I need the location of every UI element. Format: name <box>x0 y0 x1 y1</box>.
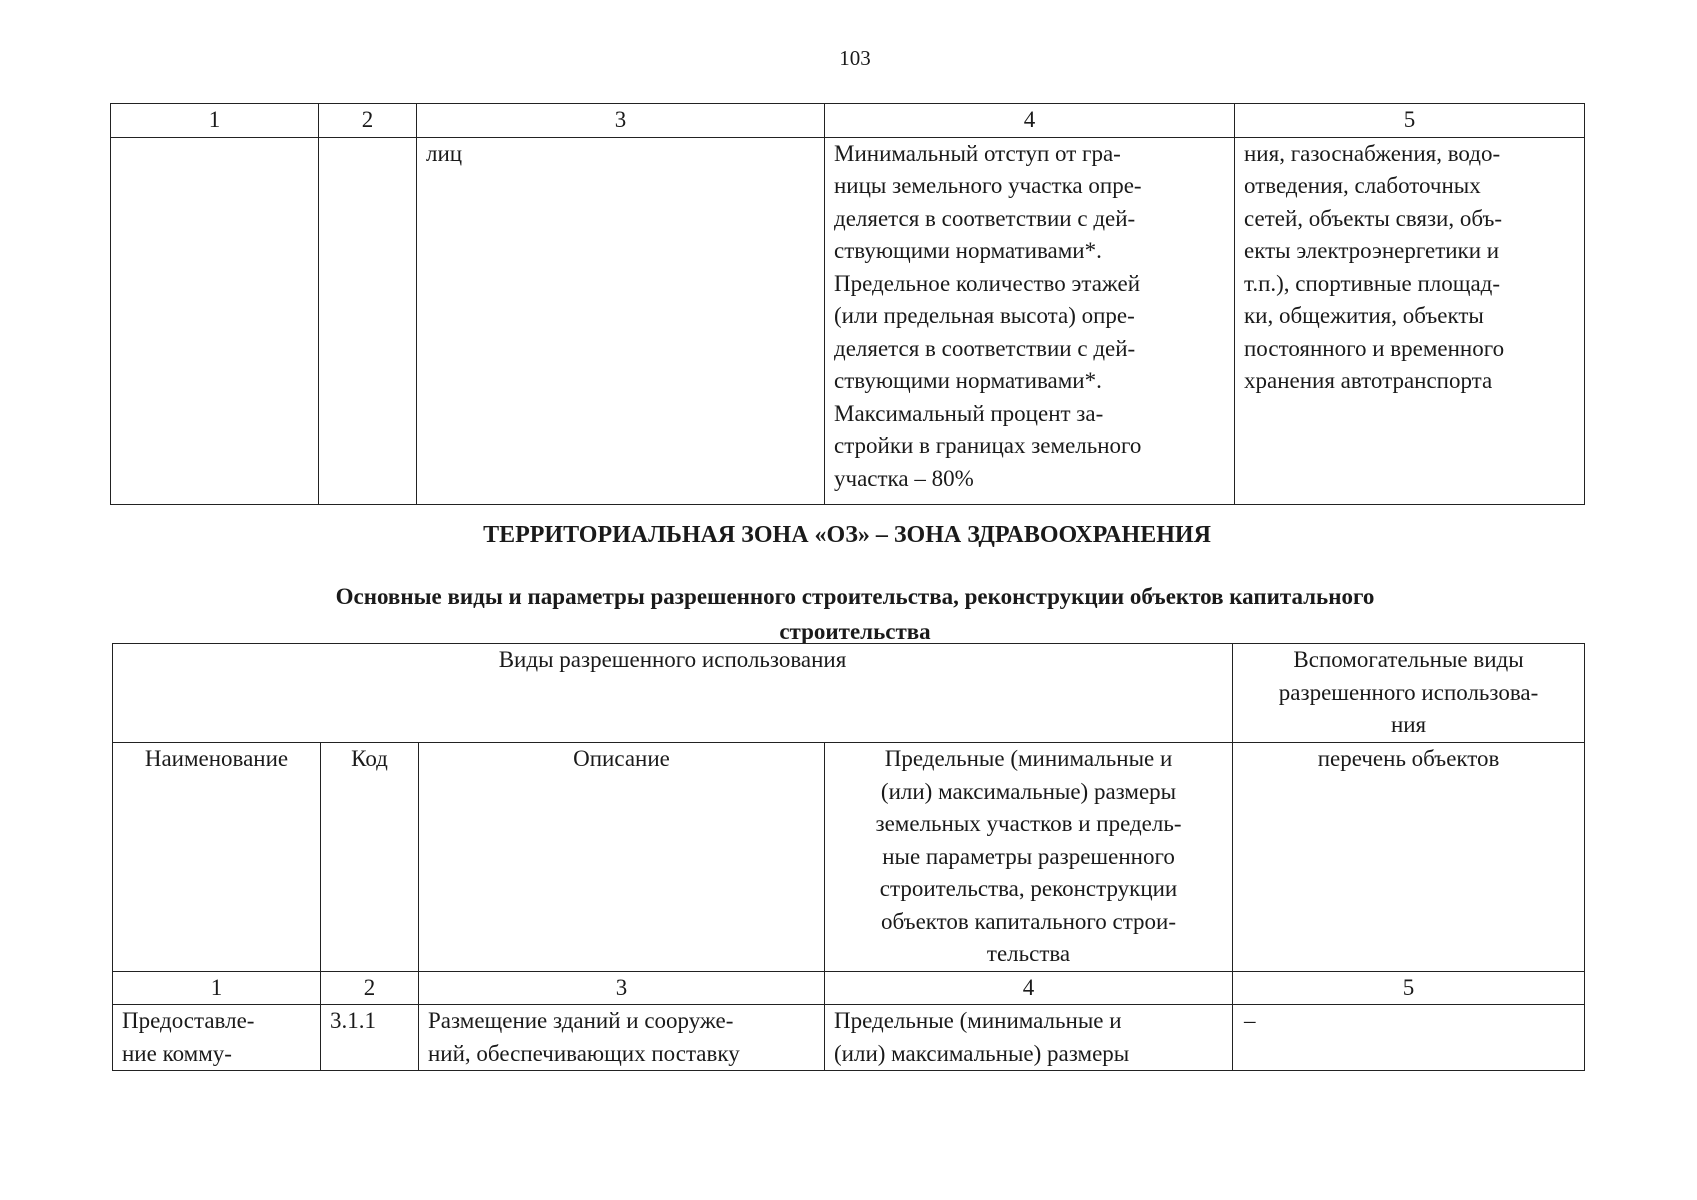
text-line: Предоставле- <box>122 1008 255 1033</box>
text-line: ствующими нормативами*. <box>834 368 1102 393</box>
text-line: деляется в соответствии с дей- <box>834 205 1136 231</box>
cell-name <box>111 137 319 504</box>
column-number-3: 3 <box>417 104 825 138</box>
column-number-2: 2 <box>319 104 417 138</box>
subtitle-line: строительства <box>779 619 931 644</box>
text-line: т.п.), спортивные площад- <box>1244 270 1501 296</box>
subtitle-line: Основные виды и параметры разрешенного строительства, реконструкции объектов капитального <box>335 584 1375 609</box>
text-line: Предельные (минимальные и <box>884 746 1173 771</box>
text-line: отведения, слаботочных <box>1244 173 1481 198</box>
cell-code <box>319 137 417 504</box>
text-line: ные параметры разрешенного <box>882 843 1175 869</box>
column-number-3: 3 <box>419 971 825 1005</box>
column-number-5: 5 <box>1233 971 1585 1005</box>
column-header-limits <box>825 743 1233 972</box>
text-line: Размещение зданий и сооруже- <box>428 1008 734 1033</box>
cell-name <box>113 1005 321 1071</box>
text-line: ницы земельного участка опре- <box>834 173 1142 198</box>
cell-limits <box>825 1005 1233 1071</box>
cell-object-list <box>1233 1005 1585 1071</box>
text-line: Вспомогательные виды <box>1293 647 1524 672</box>
text-line: стройки в границах земельного <box>834 433 1142 458</box>
cell-limits <box>825 137 1235 504</box>
text-line: хранения автотранспорта <box>1244 368 1493 393</box>
section-subtitle <box>210 579 1500 649</box>
table-group-header <box>113 644 1585 743</box>
column-header-description: Описание <box>419 743 825 972</box>
text-line: ки, общежития, объекты <box>1244 303 1484 328</box>
text-line: (или предельная высота) опре- <box>834 303 1135 328</box>
text-line: Предельные (минимальные и <box>834 1008 1122 1033</box>
text-line: постоянного и временного <box>1244 335 1505 361</box>
column-number-4: 4 <box>825 104 1235 138</box>
text-line: (или) максимальные) размеры <box>880 778 1177 804</box>
text-line: ний, обеспечивающих поставку <box>428 1040 740 1066</box>
text-line: ние комму- <box>122 1040 232 1066</box>
text-line: (или) максимальные) размеры <box>834 1040 1130 1066</box>
column-number-1: 1 <box>113 971 321 1005</box>
column-number-2: 2 <box>321 971 419 1005</box>
text-line: Минимальный отступ от гра- <box>834 140 1121 166</box>
text-line: участка – 80% <box>834 465 974 491</box>
text-line: деляется в соответствии с дей- <box>834 335 1136 361</box>
table-row <box>111 137 1585 504</box>
page-number: 103 <box>839 46 871 70</box>
text-line: разрешенного использова- <box>1278 679 1539 705</box>
table-column-headers <box>113 743 1585 972</box>
column-header-name: Наименование <box>113 743 321 972</box>
column-header-code: Код <box>321 743 419 972</box>
text-line: ния <box>1390 712 1427 737</box>
group-header-permitted-uses: Виды разрешенного использования <box>113 644 1233 743</box>
cell-description: лиц <box>417 137 825 504</box>
column-number-1: 1 <box>111 104 319 138</box>
text-line: объектов капитального строи- <box>881 908 1176 934</box>
column-number-4: 4 <box>825 971 1233 1005</box>
text-line: тельства <box>986 941 1071 966</box>
cell-description <box>419 1005 825 1071</box>
column-header-object-list: перечень объектов <box>1233 743 1585 972</box>
table-header-row <box>111 104 1585 138</box>
continuation-table <box>110 103 1585 505</box>
column-number-5: 5 <box>1235 104 1585 138</box>
cell-code: 3.1.1 <box>321 1005 419 1071</box>
text-line: земельных участков и предель- <box>875 811 1182 836</box>
text-line: строительства, реконструкции <box>879 876 1178 901</box>
text-line: ния, газоснабжения, водо- <box>1244 140 1501 166</box>
table-row <box>113 1005 1585 1071</box>
zone-title: ТЕРРИТОРИАЛЬНАЯ ЗОНА «ОЗ» – ЗОНА ЗДРАВООХРАНЕНИЯ <box>483 522 1211 548</box>
text-line: ствующими нормативами*. <box>834 238 1102 263</box>
text-line: сетей, объекты связи, объ- <box>1244 205 1503 231</box>
text-line: екты электроэнергетики и <box>1244 238 1500 263</box>
table-number-row <box>113 971 1585 1005</box>
permitted-use-table <box>112 643 1585 1071</box>
dash-placeholder: – <box>1244 1008 1256 1033</box>
text-line: Максимальный процент за- <box>834 400 1104 426</box>
text-line: Предельное количество этажей <box>834 270 1141 296</box>
cell-object-list <box>1235 137 1585 504</box>
group-header-auxiliary-uses <box>1233 644 1585 743</box>
